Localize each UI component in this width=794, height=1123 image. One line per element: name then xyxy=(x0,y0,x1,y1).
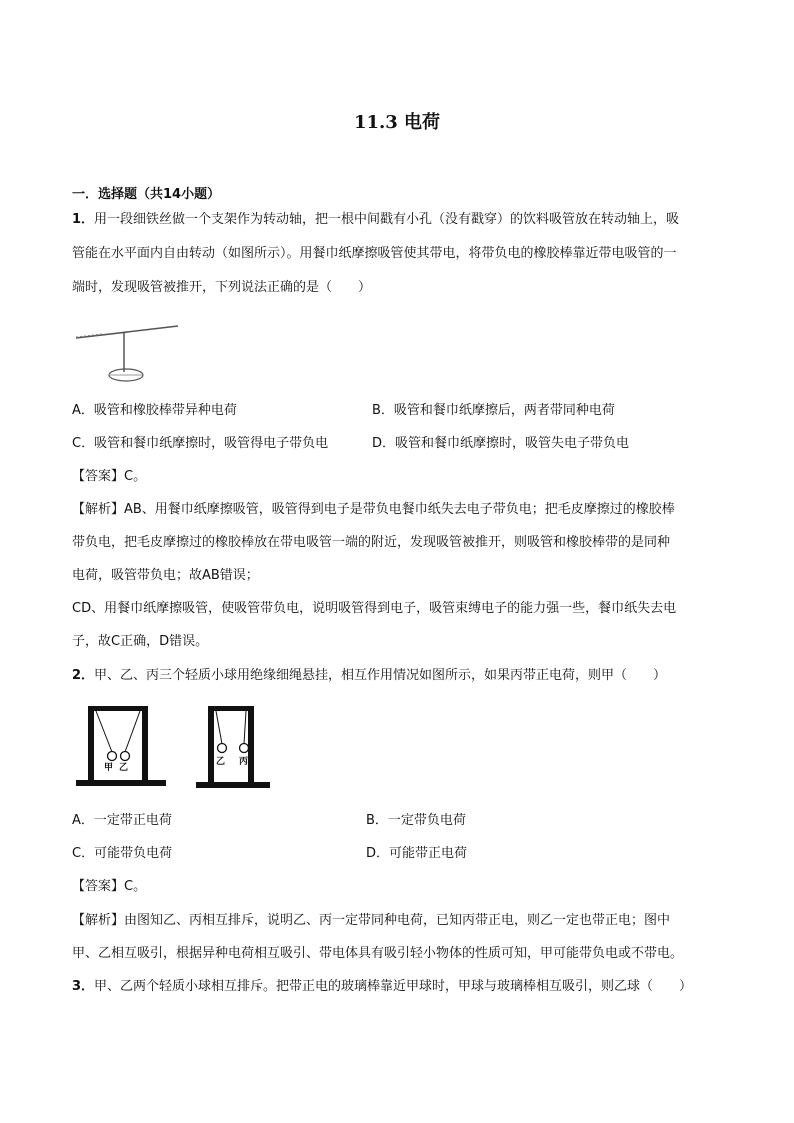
stand-left xyxy=(76,706,166,786)
question-1-analysis-4: CD、用餐巾纸摩擦吸管，使吸管带负电，说明吸管得到电子，吸管束缚电子的能力强一些，餐巾纸失去电 xyxy=(72,601,677,616)
question-1-option-b: B．吸管和餐巾纸摩擦后，两者带同种电荷 xyxy=(372,403,615,418)
question-1-number: 1． xyxy=(72,212,95,227)
question-2-line-1 xyxy=(72,666,732,686)
question-1-answer: 【答案】C。 xyxy=(72,469,147,484)
question-1-line-3: 端时，发现吸管被推开，下列说法正确的是（ ） xyxy=(72,280,372,295)
question-2-number: 2． xyxy=(72,668,95,683)
stand-right xyxy=(196,706,270,788)
ball-yi-2 xyxy=(218,744,227,753)
question-2-analysis-2: 甲、乙相互吸引，根据异种电荷相互吸引、带电体具有吸引轻小物体的性质可知，甲可能带负电或不带电。 xyxy=(72,946,684,961)
ball-jia xyxy=(108,752,117,761)
straw xyxy=(76,326,178,338)
straw-stand-figure xyxy=(72,320,184,386)
label-yi-2: 乙 xyxy=(216,757,226,767)
question-2-option-c: C．可能带负电荷 xyxy=(72,846,173,861)
question-2-answer: 【答案】C。 xyxy=(72,879,147,894)
question-3-line-1 xyxy=(72,977,732,997)
question-2-analysis-1: 【解析】由图知乙、丙相互排斥，说明乙、丙一定带同种电荷，已知丙带正电，则乙一定也带正电；图中 xyxy=(72,913,671,928)
label-jia: 甲 xyxy=(104,763,114,773)
question-1-option-d: D．吸管和餐巾纸摩擦时，吸管失电子带负电 xyxy=(372,436,630,451)
ball-bing xyxy=(240,744,249,753)
question-1-text-1: 用一段细铁丝做一个支架作为转动轴，把一根中间戳有小孔（没有戳穿）的饮料吸管放在转动轴上，吸 xyxy=(94,212,680,227)
question-2-option-a: A．一定带正电荷 xyxy=(72,813,172,828)
question-3-text-1: 甲、乙两个轻质小球相互排斥。把带正电的玻璃棒靠近甲球时，甲球与玻璃棒相互吸引，则乙球（ ） xyxy=(94,979,693,994)
page-title: 11.3 电荷 xyxy=(353,112,441,133)
question-2-option-d: D．可能带正电荷 xyxy=(366,846,468,861)
question-2-option-b: B．一定带负电荷 xyxy=(366,813,466,828)
question-1-analysis-2: 带负电，把毛皮摩擦过的橡胶棒放在带电吸管一端的附近，发现吸管被推开，则吸管和橡胶棒带的是同种 xyxy=(72,535,671,550)
question-1-option-c: C．吸管和餐巾纸摩擦时，吸管得电子带负电 xyxy=(72,436,329,451)
question-1-line-2: 管能在水平面内自由转动（如图所示）。用餐巾纸摩擦吸管使其带电，将带负电的橡胶棒靠近带电吸管的一 xyxy=(72,246,677,261)
section-heading: 一．选择题（共14小题） xyxy=(72,187,221,202)
question-3-number: 3． xyxy=(72,979,95,994)
question-2-text-1: 甲、乙、丙三个轻质小球用绝缘细绳悬挂，相互作用情况如图所示，如果丙带正电荷，则甲（ ） xyxy=(94,668,667,683)
label-yi: 乙 xyxy=(119,763,129,773)
question-1-analysis-3: 电荷，吸管带负电；故AB错误； xyxy=(72,568,259,583)
question-1-option-a: A．吸管和橡胶棒带异种电荷 xyxy=(72,403,237,418)
ball-yi xyxy=(121,752,130,761)
label-bing: 丙 xyxy=(239,757,249,767)
question-1-analysis-5: 子，故C正确，D错误。 xyxy=(72,634,209,649)
hanging-balls-figure xyxy=(72,700,282,792)
question-1-line-1 xyxy=(72,210,732,230)
question-1-analysis-1: 【解析】AB、用餐巾纸摩擦吸管，吸管得到电子是带负电餐巾纸失去电子带负电；把毛皮摩擦过的橡胶棒 xyxy=(72,502,675,517)
